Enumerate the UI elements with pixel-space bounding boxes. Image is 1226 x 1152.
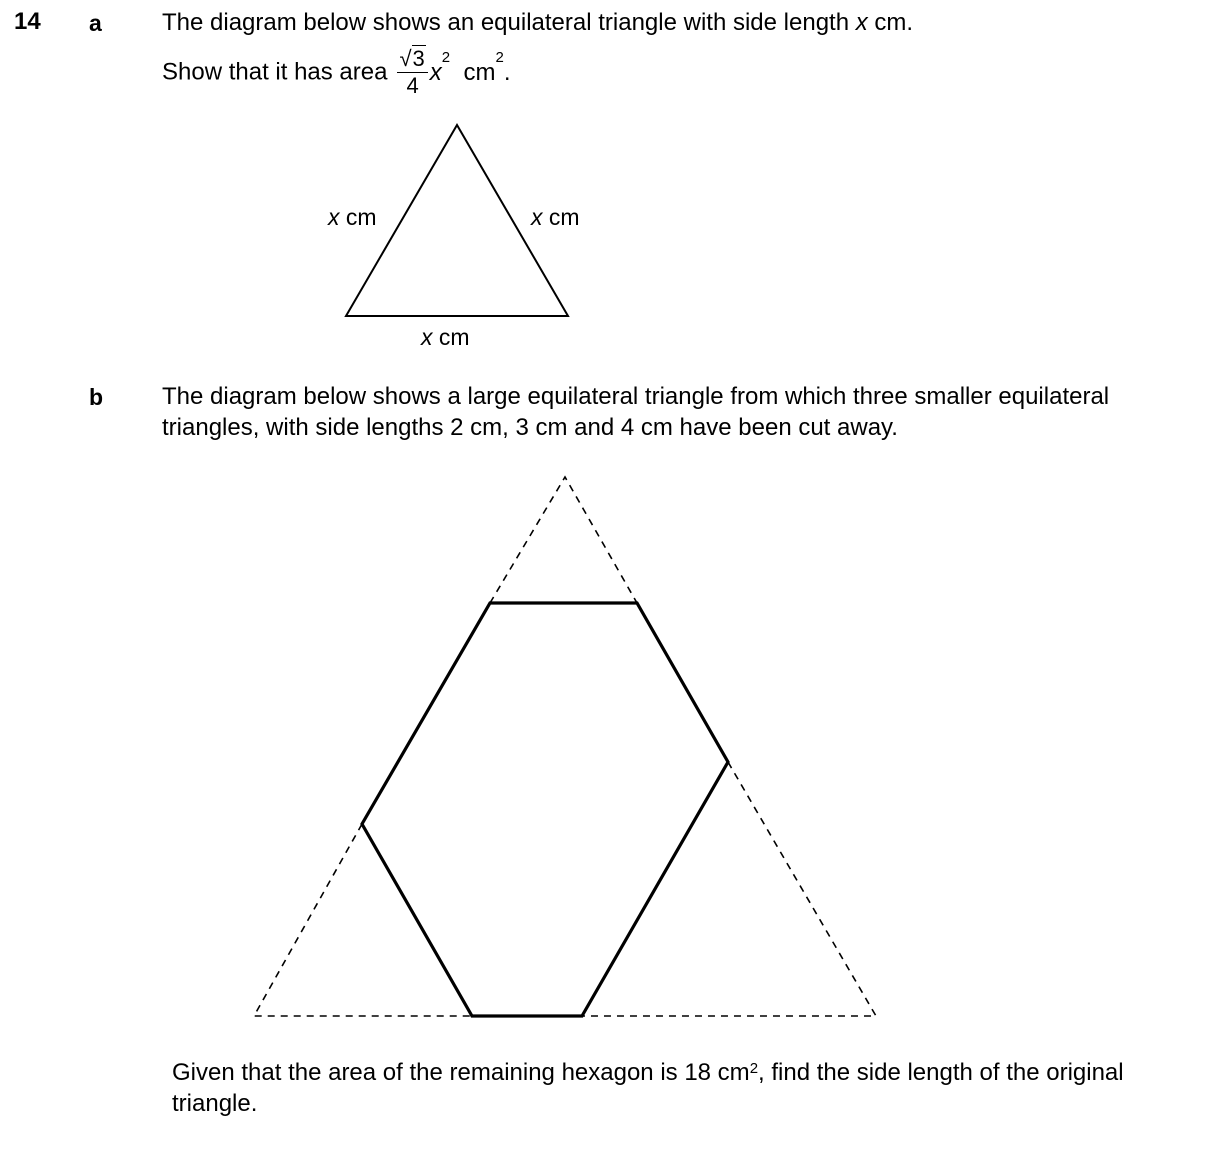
- unit: cm: [463, 58, 496, 86]
- expr-exp: 2: [441, 48, 451, 66]
- part-b-question: [172, 1057, 1222, 1119]
- side-label-right: x cm: [531, 204, 580, 230]
- part-b-label: b: [89, 384, 104, 410]
- expr-var: x: [429, 58, 442, 86]
- radicand: 3: [412, 46, 425, 71]
- part-b-line1: The diagram below shows a large equilateral triangle from which three smaller equilateral: [162, 383, 1110, 410]
- side-label-bottom: x cm: [421, 324, 470, 350]
- question-number: 14: [14, 8, 41, 35]
- part-a-line1-pre: The diagram below shows an equilateral triangle with side length: [162, 9, 856, 36]
- part-b-final-line1: Given that the area of the remaining hexagon is 18 $cm^2$, find the side length of the original: [172, 1059, 1124, 1086]
- part-a-line1-var: x: [855, 9, 868, 36]
- fraction-denominator: 4: [406, 73, 419, 98]
- cut-triangle-top: [490, 477, 637, 603]
- part-b-paragraph: [162, 381, 1212, 443]
- part-a-label: a: [89, 10, 102, 36]
- radical-sign: √: [399, 46, 412, 71]
- unit-exp: 2: [495, 48, 504, 66]
- part-b-line2: triangles, with side lengths 2 cm, 3 cm and 4 cm have been cut away.: [162, 414, 898, 441]
- cut-triangle-bottom-left: [254, 824, 472, 1016]
- part-b-final-line2: triangle.: [172, 1090, 258, 1117]
- end-punct: .: [503, 58, 511, 86]
- side-label-left: x cm: [328, 204, 377, 230]
- hexagon: [362, 603, 728, 1016]
- cut-triangle-bottom-right: [582, 762, 876, 1016]
- part-a-line1-post: cm.: [867, 9, 914, 36]
- part-a-line2-pre: Show that it has area: [162, 58, 388, 86]
